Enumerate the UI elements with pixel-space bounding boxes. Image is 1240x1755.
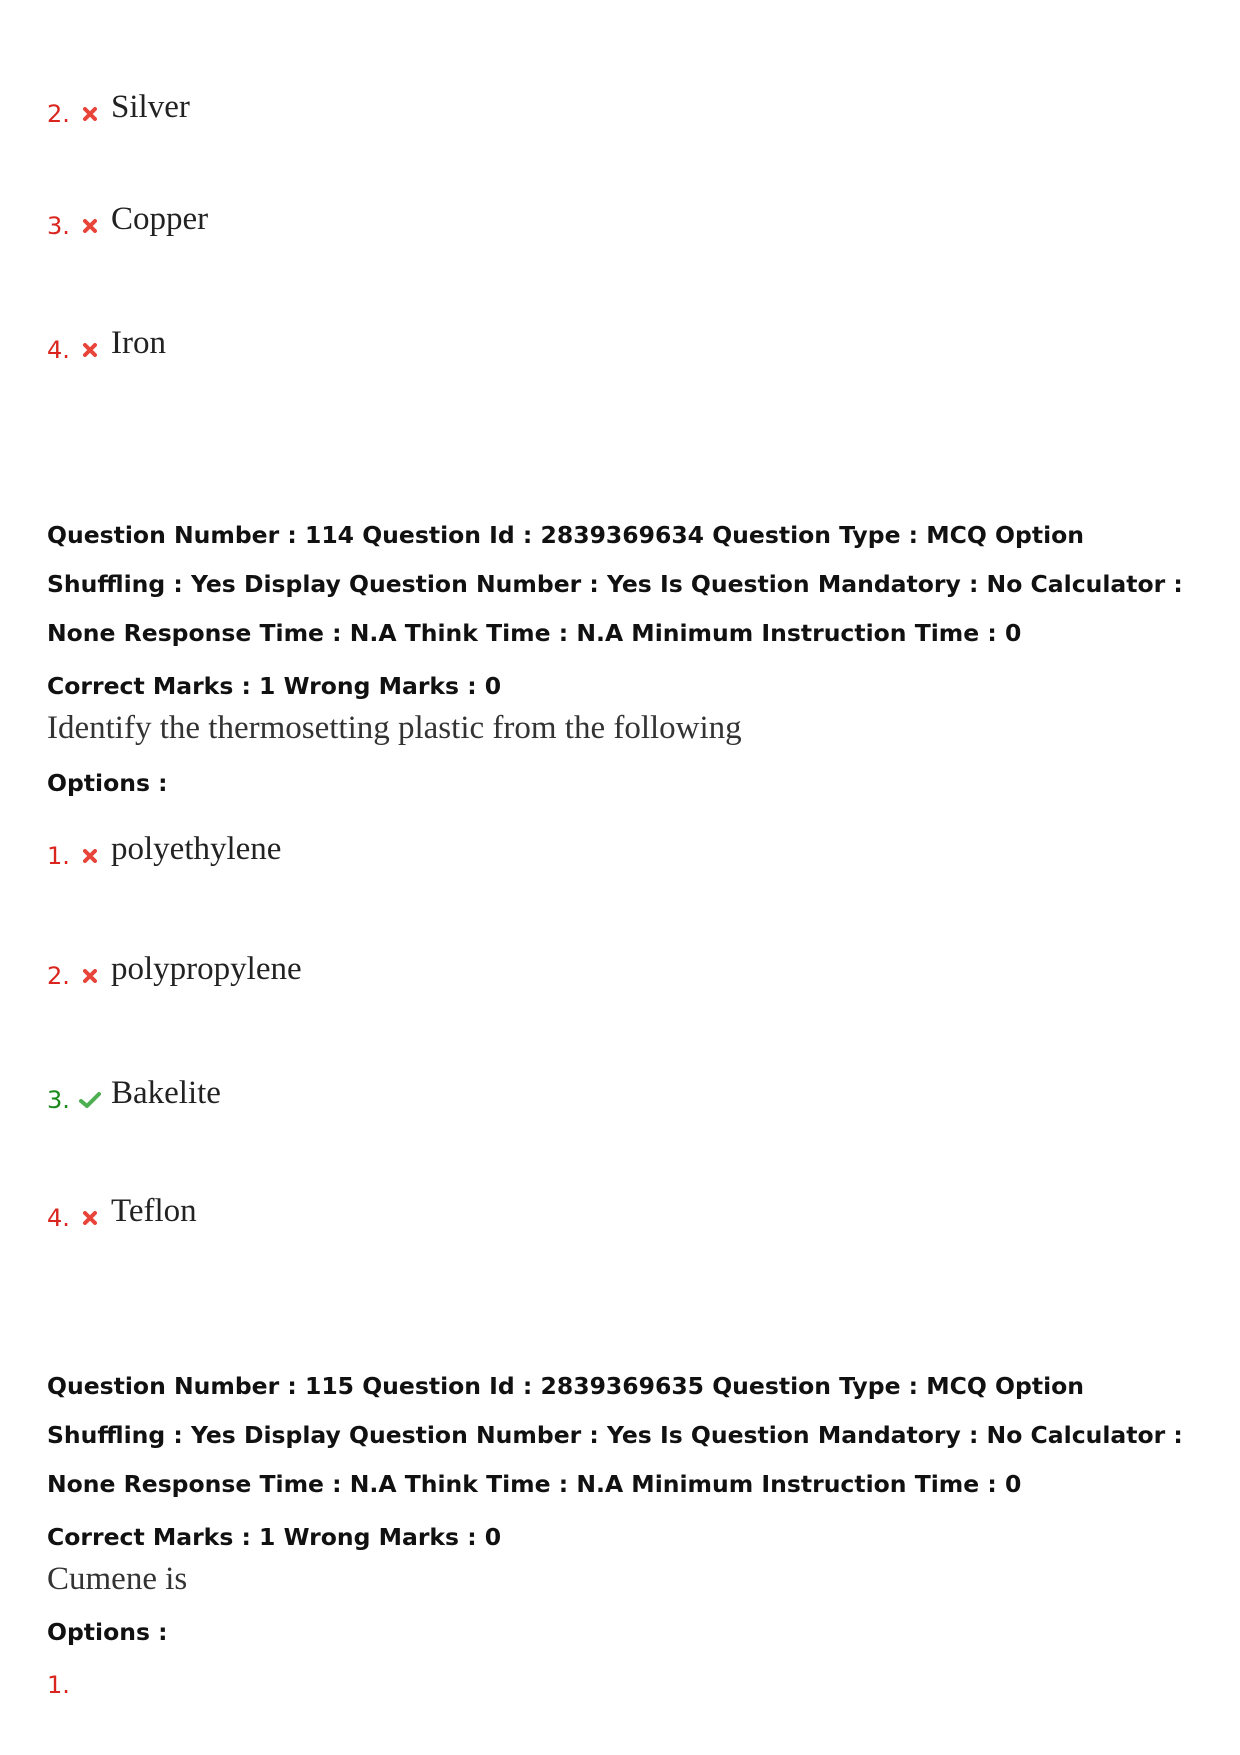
- option-number: 2.: [47, 100, 70, 128]
- option-text: Teflon: [111, 1192, 197, 1229]
- cross-icon: [77, 337, 103, 363]
- option-text: Bakelite: [111, 1074, 221, 1111]
- question-115-text: Cumene is: [47, 1561, 188, 1597]
- question-114-text: Identify the thermosetting plastic from the following: [47, 710, 742, 746]
- option-number: 2.: [47, 962, 70, 990]
- option-1: [47, 1671, 75, 1699]
- cross-icon: [77, 101, 103, 127]
- check-icon: [77, 1087, 103, 1113]
- question-115-meta: Question Number : 115 Question Id : 2839369635 Question Type : MCQ Option Shuffling : Yes Display Question Number : Yes Is Question Mandatory : No Calculator : None Response Time : N.A Think Time : N.A Minimum Instruction Time : 0: [47, 1372, 1183, 1498]
- option-2-silver: [47, 88, 190, 128]
- option-number: 3.: [47, 212, 70, 240]
- question-114-marks: Correct Marks : 1 Wrong Marks : 0: [47, 672, 502, 700]
- option-4-teflon: [47, 1192, 197, 1232]
- option-text: polyethylene: [111, 830, 282, 867]
- option-number: 1.: [47, 842, 70, 870]
- option-number: 3.: [47, 1086, 70, 1114]
- option-number: 4.: [47, 336, 70, 364]
- option-3-bakelite: [47, 1074, 221, 1114]
- option-text: Copper: [111, 200, 209, 237]
- cross-icon: [77, 843, 103, 869]
- question-115-options-label: Options :: [47, 1618, 168, 1646]
- option-2-polypropylene: [47, 950, 302, 990]
- question-114-options-label: Options :: [47, 769, 168, 797]
- cross-icon: [77, 1205, 103, 1231]
- question-115-marks: Correct Marks : 1 Wrong Marks : 0: [47, 1523, 502, 1551]
- question-114-meta: Question Number : 114 Question Id : 2839369634 Question Type : MCQ Option Shuffling : Yes Display Question Number : Yes Is Question Mandatory : No Calculator : None Response Time : N.A Think Time : N.A Minimum Instruction Time : 0: [47, 521, 1183, 647]
- option-number: 4.: [47, 1204, 70, 1232]
- option-4-iron: [47, 324, 166, 364]
- option-text: Silver: [111, 88, 190, 125]
- option-text: Iron: [111, 324, 166, 361]
- cross-icon: [77, 213, 103, 239]
- cross-icon: [77, 963, 103, 989]
- option-3-copper: [47, 200, 209, 240]
- option-1-polyethylene: [47, 830, 282, 870]
- option-number: 1.: [47, 1671, 70, 1699]
- option-text: polypropylene: [111, 950, 302, 987]
